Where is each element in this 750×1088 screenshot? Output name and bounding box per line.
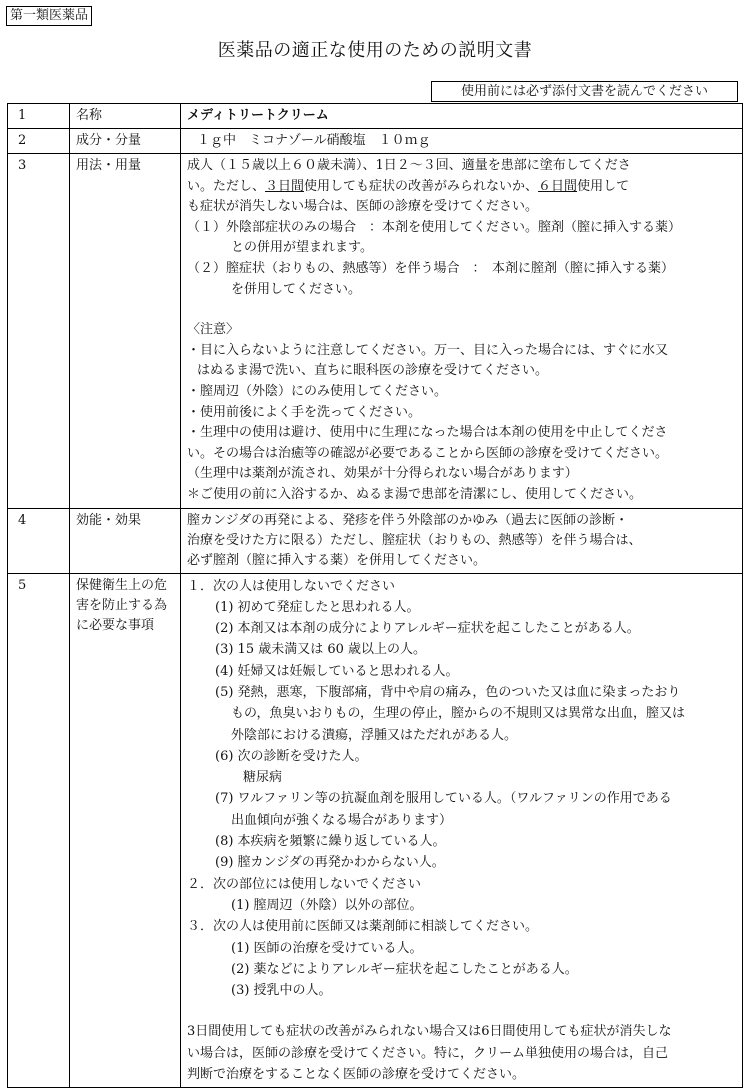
text-line: 糖尿病: [243, 770, 283, 786]
row-label: 名称: [70, 104, 181, 129]
row-number: 3: [8, 154, 70, 509]
text-line: (9) 膣カンジダの再発かわからない人。: [215, 855, 445, 871]
table-row: [8, 154, 743, 509]
text-line: を併用してください。: [231, 281, 362, 297]
text-line: (1) 膣周辺（外陰）以外の部位。: [231, 897, 423, 913]
precautions-text: [181, 573, 743, 1088]
text-line: ・膣周辺（外陰）にのみ使用してください。: [187, 383, 448, 399]
table-row: [8, 104, 743, 129]
table-row: [8, 129, 743, 154]
product-name: メディトリートクリーム: [181, 104, 743, 129]
category-label: 第一類医薬品: [6, 6, 92, 26]
text-line: い場合は，医師の診療を受けてください。特に，クリーム単独使用の場合は，自己: [187, 1045, 669, 1061]
ingredient-value: １ｇ中 ミコナゾール硝酸塩 １０ｍｇ: [197, 133, 431, 148]
info-table: [7, 103, 743, 1088]
document-title: 医薬品の適正な使用のための説明文書: [217, 40, 533, 61]
text-fragment: 使用しても症状の改善がみられないか、: [304, 178, 539, 194]
text-line: （１）外陰部症状のみの場合 ：本剤を使用してください。膣剤（膣に挿入する薬）: [187, 219, 682, 235]
table-row: [8, 573, 743, 1088]
row-number: 2: [8, 129, 70, 154]
underlined-days: ６日間: [538, 178, 578, 194]
text-line: [187, 177, 736, 198]
text-line: もの，魚臭いおりもの，生理の停止，膣からの不規則又は異常な出血，膣又は: [231, 706, 685, 722]
text-line: 外陰部における潰瘍，浮腫又はただれがある人。: [231, 727, 518, 743]
text-line: (4) 妊婦又は妊娠していると思われる人。: [215, 663, 459, 679]
text-fragment: い。ただし、: [187, 178, 266, 194]
text-line: (3) 授乳中の人。: [231, 983, 332, 999]
text-line: ・使用前後によく手を洗ってください。: [187, 404, 422, 420]
label-line: 保健衛生上の危: [76, 577, 168, 593]
ingredient-text: [181, 129, 743, 154]
text-line: 治療を受けた方に限る）ただし、膣症状（おりもの、熱感等）を伴う場合は、: [187, 532, 642, 548]
text-line: ・目に入らないように注意してください。万一、目に入った場合には、すぐに水又: [187, 342, 669, 358]
row-number: 5: [8, 573, 70, 1088]
text-line: ・生理中の使用は避け、使用中に生理になった場合は本剤の使用を中止してくださ: [187, 425, 668, 441]
label-line: に必要な事項: [76, 617, 155, 633]
text-line: (8) 本疾病を頻繁に繰り返している人。: [215, 834, 446, 850]
text-line: 〈注意〉: [187, 322, 240, 338]
text-line: （２）膣症状（おりもの、熱感等）を伴う場合 ： 本剤に膣剤（膣に挿入する薬）: [187, 260, 674, 276]
row-label: [70, 573, 181, 1088]
section-heading: １．次の人は使用しないでください: [187, 578, 396, 594]
text-line: (6) 次の診断を受けた人。: [215, 748, 368, 764]
text-line: はぬるま湯で洗い、直ちに眼科医の診療を受けてください。: [197, 363, 549, 379]
underlined-days: ３日間: [265, 178, 305, 194]
text-line: 3日間使用しても症状の改善がみられない場合又は6日間使用しても症状が消失しな: [187, 1024, 672, 1040]
text-line: 成人（１５歳以上６０歳未満）、1日２～３回、適量を患部に塗布してくださ: [187, 158, 631, 173]
row-number: 4: [8, 508, 70, 573]
label-line: 害を防止する為: [76, 597, 168, 613]
section-heading: ３．次の人は使用前に医師又は薬剤師に相談してください。: [187, 919, 539, 935]
section-heading: ２．次の部位には使用しないでください: [187, 876, 422, 892]
text-line: 必ず膣剤（膣に挿入する薬）を併用してください。: [187, 552, 487, 568]
spacer: [187, 300, 736, 320]
usage-dosage-text: [181, 154, 743, 509]
text-line: 膣カンジダの再発による、発疹を伴う外陰部のかゆみ（過去に医師の診断・: [187, 512, 629, 528]
text-line: (2) 薬などによりアレルギー症状を起こしたことがある人。: [231, 961, 578, 977]
row-number: 1: [8, 104, 70, 129]
row-label: 成分・分量: [70, 129, 181, 154]
text-line: (3) 15 歳未満又は 60 歳以上の人。: [215, 642, 427, 658]
text-line: (2) 本剤又は本剤の成分によりアレルギー症状を起こしたことがある人。: [215, 621, 640, 637]
text-line: (1) 医師の治療を受けている人。: [231, 940, 423, 956]
text-line: (5) 発熱，悪寒，下腹部痛，背中や肩の痛み，色のついた又は血に染まったおり: [215, 684, 681, 700]
text-line: (7) ワルファリン等の抗凝血剤を服用している人。（ワルファリンの作用である: [215, 791, 672, 807]
text-line: 判断で治療をすることなく医師の診療を受けてください。: [187, 1067, 526, 1083]
text-line: 出血傾向が強くなる場合があります）: [231, 812, 453, 828]
text-fragment: 使用して: [577, 178, 630, 194]
row-label: 効能・効果: [70, 508, 181, 573]
spacer: [187, 1001, 736, 1021]
text-line: （生理中は薬剤が流され、効果が十分得られない場合があります）: [187, 466, 578, 482]
text-line: も症状が消失しない場合は、医師の診療を受けてください。: [187, 199, 539, 215]
text-line: ＊ご使用の前に入浴するか、ぬるま湯で患部を清潔にし、使用してください。: [187, 486, 643, 502]
table-row: [8, 508, 743, 573]
text-line: い。その場合は治癒等の確認が必要であることから医師の診療を受けてください。: [187, 445, 669, 461]
text-line: との併用が望まれます。: [231, 240, 373, 256]
row-label: 用法・用量: [70, 154, 181, 509]
notice-box: 使用前には必ず添付文書を読んでください: [431, 81, 738, 102]
efficacy-text: [181, 508, 743, 573]
text-line: (1) 初めて発症したと思われる人。: [215, 599, 420, 615]
